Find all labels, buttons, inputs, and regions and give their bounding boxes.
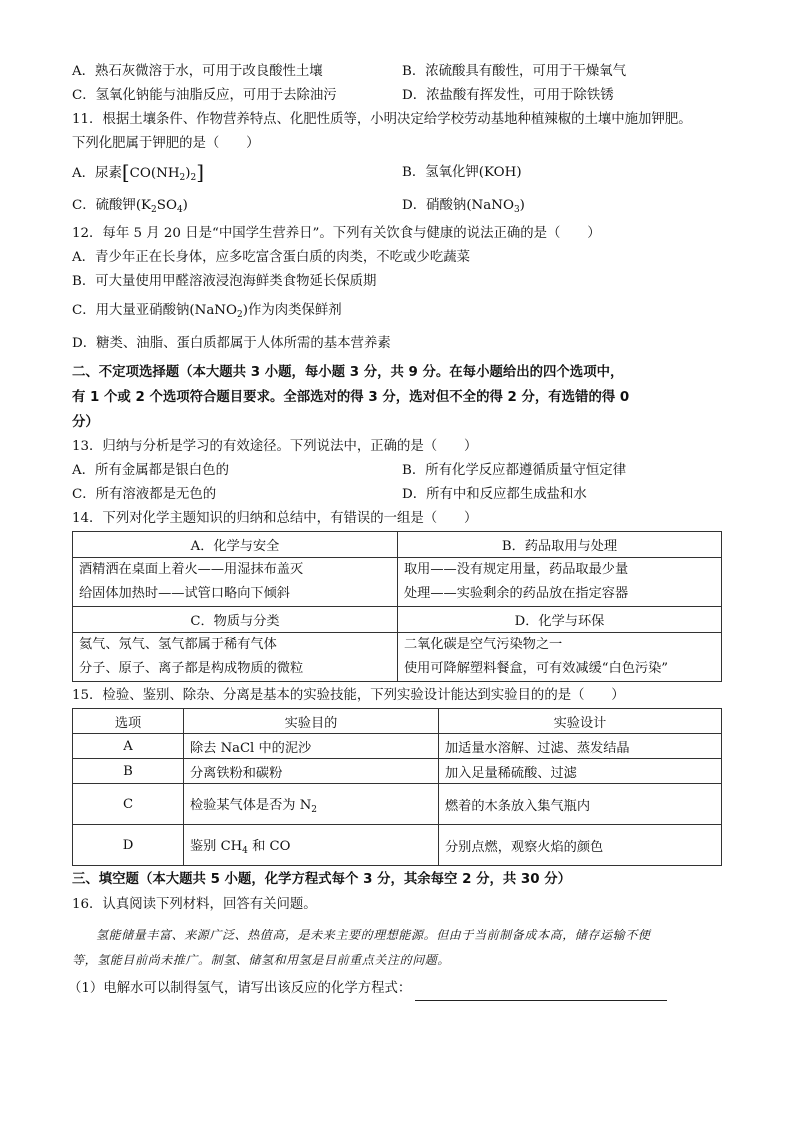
q16-passage-line1: 氢能储量丰富、来源广泛、热值高，是未来主要的理想能源。但由于当前制备成本高，储存运输不便: [96, 928, 651, 942]
q16-part1-text: （1）电解水可以制得氢气，请写出该反应的化学方程式：: [68, 981, 412, 996]
q15-row-b-option: B: [73, 759, 184, 784]
q16-stem: 16．认真阅读下列材料，回答有关问题。: [72, 897, 317, 912]
q15-row-d-goal-post: 和 CO: [247, 838, 291, 854]
q15-header-design: 实验设计: [439, 709, 722, 734]
q15-row-c-option: C: [73, 784, 184, 825]
q14-d-head: D．化学与环保: [398, 607, 722, 633]
q14-table: [72, 531, 722, 682]
table-row: [73, 709, 722, 734]
q13-option-c: C．所有溶液都是无色的: [72, 487, 217, 502]
q13-option-a: A．所有金属都是银白色的: [72, 463, 229, 478]
q10-option-c: C．氢氧化钠能与油脂反应，可用于去除油污: [72, 88, 337, 103]
section2-heading: [72, 360, 722, 435]
section2-line3: 分）: [72, 415, 99, 430]
q16-part1: [68, 977, 722, 1001]
table-row: [73, 784, 722, 825]
q11-options-row1: [72, 156, 722, 189]
section2-line1: 二、不定项选择题（本大题共 3 小题，每小题 3 分，共 9 分。在每小题给出的四个选项中，: [72, 365, 624, 380]
q15-row-d-option: D: [73, 825, 184, 866]
q14-b-head: B．药品取用与处理: [398, 532, 722, 558]
q11-option-d-label: D．硝酸钠: [402, 198, 467, 213]
q11-stem-1: 11．根据土壤条件、作物营养特点、化肥性质等，小明决定给学校劳动基地种植辣椒的土壤中施加钾肥。: [72, 112, 692, 127]
table-row: [73, 825, 722, 866]
q15-row-d-goal: 鉴别 $CH_4$ 和 CO: [184, 825, 439, 866]
q14-a-body: [73, 558, 398, 607]
q15-row-a-goal: 除去 NaCl 中的泥沙: [184, 734, 439, 759]
q14-b-body: [398, 558, 722, 607]
q13-options-row2: [72, 483, 722, 507]
q11-option-a-formula: CO(NH: [129, 166, 180, 181]
q12-option-c-post: 作为肉类保鲜剂: [247, 303, 342, 318]
q11-option-a: A．尿素$[CO(NH_2)_2]$: [72, 160, 205, 184]
q15-row-a-design: 加适量水溶解、过滤、蒸发结晶: [439, 734, 722, 759]
q13-option-b: B．所有化学反应都遵循质量守恒定律: [402, 463, 627, 478]
q14-a-line2: 给固体加热时——试管口略向下倾斜: [79, 586, 290, 601]
q13-options-row1: [72, 459, 722, 483]
exam-page: [68, 60, 722, 1001]
table-row: [73, 558, 722, 607]
table-row: [73, 532, 722, 558]
q11-stem-2: 下列化肥属于钾肥的是（ ）: [72, 136, 260, 151]
q11-option-b: B．氢氧化钾(KOH): [402, 165, 522, 180]
q11-option-c-label: C．硫酸钾: [72, 198, 136, 213]
table-row: [73, 607, 722, 633]
q10-options-row2: [72, 84, 722, 108]
q11-option-d: D．硝酸钠(NaNO$_3$): [402, 198, 525, 215]
q15-row-d-design: 分别点燃，观察火焰的颜色: [439, 825, 722, 866]
q12-option-b: B．可大量使用甲醛溶液浸泡海鲜类食物延长保质期: [72, 274, 377, 289]
q11-option-c: C．硫酸钾$(K_2SO_4)$: [72, 198, 188, 215]
q10-options-row1: [72, 60, 722, 84]
q15-row-b-goal: 分离铁粉和碳粉: [184, 759, 439, 784]
q15-row-c-goal-text: 检验某气体是否为 N: [190, 797, 312, 813]
q14-b-line2: 处理——实验剩余的药品放在指定容器: [404, 586, 629, 601]
q10-option-a: A．熟石灰微溶于水，可用于改良酸性土壤: [72, 64, 323, 79]
q14-c-head: C．物质与分类: [73, 607, 398, 633]
q15-header-option: 选项: [73, 709, 184, 734]
q15-header-goal: 实验目的: [184, 709, 439, 734]
table-row: [73, 734, 722, 759]
q10-option-d: D．浓盐酸有挥发性，可用于除铁锈: [402, 88, 614, 103]
q15-table: [72, 708, 722, 866]
q13-option-d: D．所有中和反应都生成盐和水: [402, 487, 587, 502]
q14-a-head: A．化学与安全: [73, 532, 398, 558]
q11-options-row2: [72, 189, 722, 222]
section3-heading: 三、填空题（本大题共 5 小题，化学方程式每个 3 分，其余每空 2 分，共 30 分）: [72, 872, 571, 887]
q14-d-line1: 二氧化碳是空气污染物之一: [404, 637, 563, 652]
q15-row-d-goal-text: 鉴别 CH: [190, 838, 243, 854]
q16-passage-line2: 等，氢能目前尚未推广。制氢、储氢和用氢是目前重点关注的问题。: [72, 953, 451, 967]
q14-d-body: [398, 633, 722, 682]
q14-b-line1: 取用——没有规定用量，药品取最少量: [404, 562, 629, 577]
q10-option-b: B．浓硫酸具有酸性，可用于干燥氧气: [402, 64, 627, 79]
q15-row-b-design: 加入足量稀硫酸、过滤: [439, 759, 722, 784]
q14-d-line2: 使用可降解塑料餐盒，可有效减缓“白色污染”: [404, 661, 669, 676]
q12-option-c: C．用大量亚硝酸钠(NaNO$_2$)作为肉类保鲜剂: [72, 303, 342, 320]
q12-option-a: A．青少年正在长身体，应多吃富含蛋白质的肉类，不吃或少吃蔬菜: [72, 250, 470, 265]
q15-row-c-goal: 检验某气体是否为 $N_2$: [184, 784, 439, 825]
answer-blank[interactable]: [415, 986, 667, 1001]
table-row: [73, 759, 722, 784]
q12-option-c-pre: C．用大量亚硝酸钠: [72, 303, 190, 318]
section2-line2: 有 1 个或 2 个选项符合题目要求。全部选对的得 3 分，选对但不全的得 2 分，有选错的得 0: [72, 390, 630, 405]
q12-option-d: D．糖类、油脂、蛋白质都属于人体所需的基本营养素: [72, 336, 391, 351]
q14-c-body: [73, 633, 398, 682]
q13-stem: 13．归纳与分析是学习的有效途径。下列说法中，正确的是（ ）: [72, 439, 478, 454]
q12-stem: 12．每年 5 月 20 日是“中国学生营养日”。下列有关饮食与健康的说法正确的是（ ）: [72, 226, 601, 241]
q16-passage: [72, 923, 722, 973]
q15-row-c-design: 燃着的木条放入集气瓶内: [439, 784, 722, 825]
q14-c-line2: 分子、原子、离子都是构成物质的微粒: [79, 661, 304, 676]
q14-c-line1: 氦气、氖气、氢气都属于稀有气体: [79, 637, 277, 652]
q15-stem: 15．检验、鉴别、除杂、分离是基本的实验技能，下列实验设计能达到实验目的的是（ ）: [72, 688, 625, 703]
table-row: [73, 633, 722, 682]
q11-option-a-label: A．尿素: [72, 166, 122, 181]
q15-row-a-option: A: [73, 734, 184, 759]
q14-a-line1: 酒精洒在桌面上着火——用湿抹布盖灭: [79, 562, 304, 577]
q14-stem: 14．下列对化学主题知识的归纳和总结中，有错误的一组是（ ）: [72, 511, 478, 526]
